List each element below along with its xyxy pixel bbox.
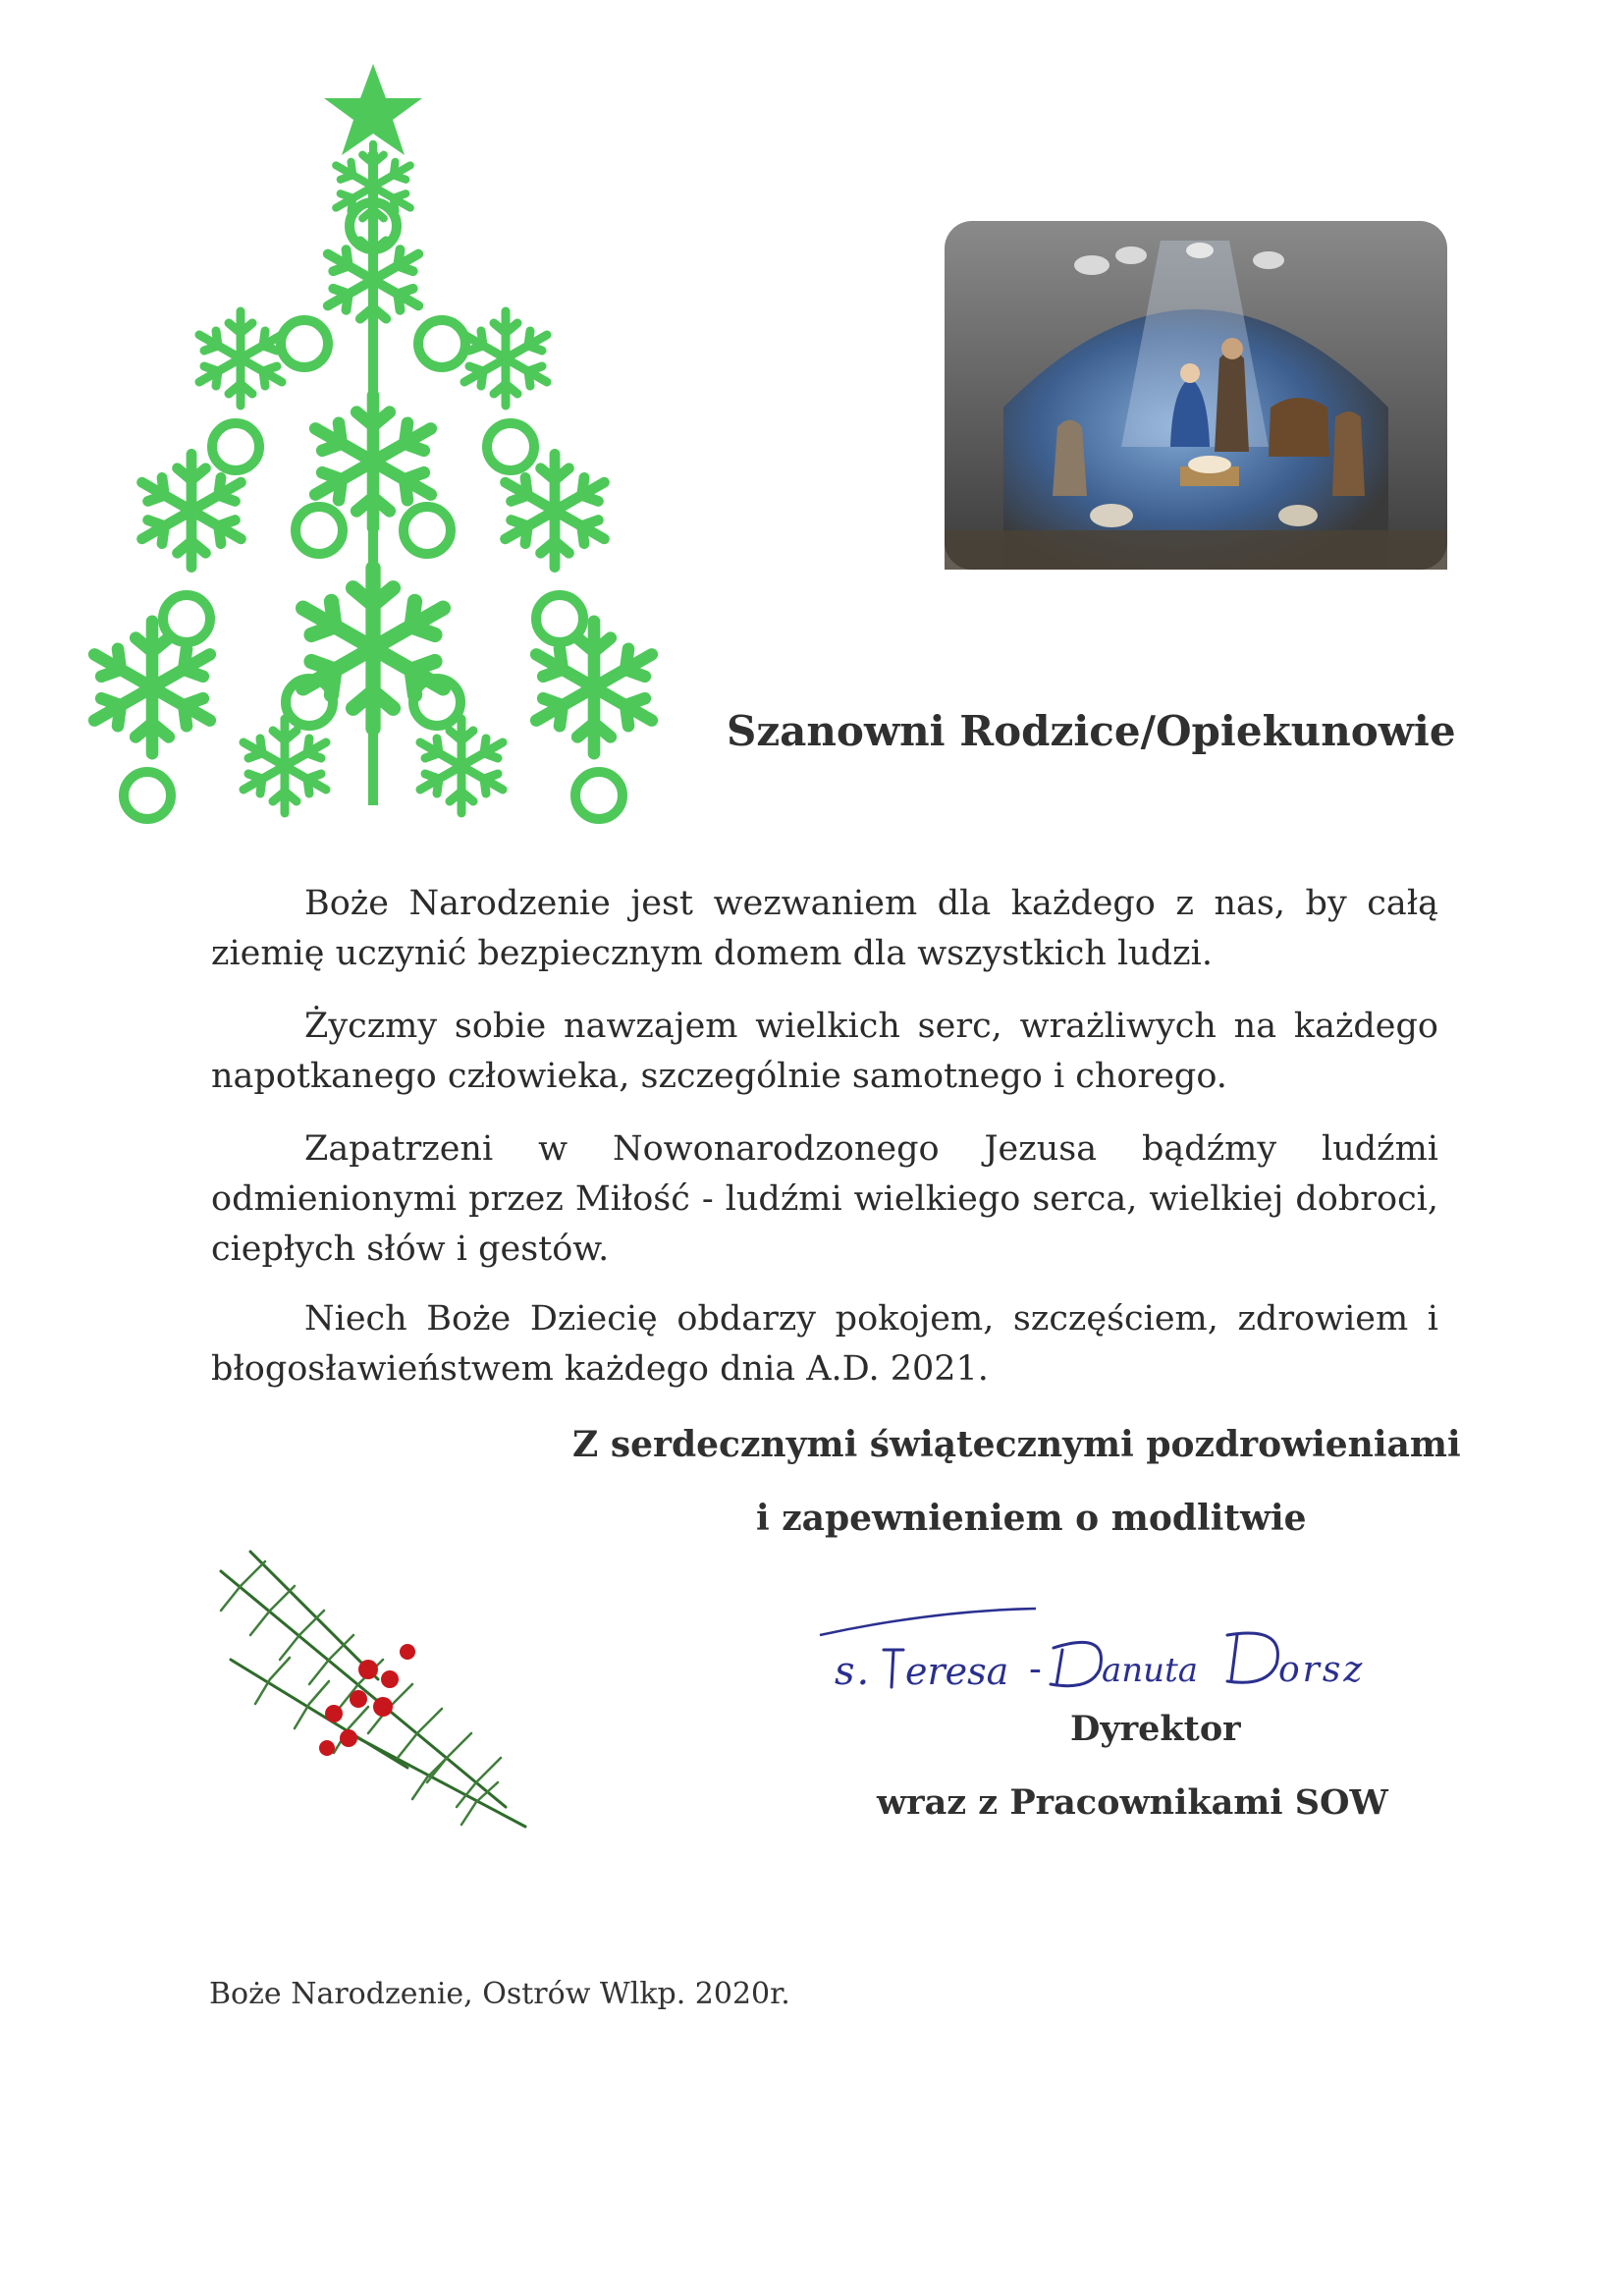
snowflake-christmas-tree-icon bbox=[59, 59, 687, 845]
signatory-role: Dyrektor bbox=[1070, 1709, 1241, 1749]
paragraph-3: Zapatrzeni w Nowonarodzonego Jezusa bądźmy ludźmi odmienionymi przez Miłość - ludźmi wielkiego serca, wielkiej dobroci, ciepłych słów i gestów. bbox=[211, 1129, 1438, 1269]
fir-branch-with-red-berries-icon bbox=[211, 1542, 550, 1836]
svg-text:eresa: eresa bbox=[905, 1650, 1009, 1693]
signatory-with-staff: wraz z Pracownikami SOW bbox=[877, 1782, 1388, 1823]
greeting-heading: Szanowni Rodzice/Opiekunowie bbox=[727, 707, 1456, 755]
svg-text:s.: s. bbox=[835, 1649, 872, 1694]
handwritten-signature bbox=[815, 1591, 1384, 1709]
place-date-footer: Boże Narodzenie, Ostrów Wlkp. 2020r. bbox=[209, 1977, 790, 2011]
paragraph-4: Niech Boże Dziecię obdarzy pokojem, szczęściem, zdrowiem i błogosławieństwem każdego dnia A.D. 2021. bbox=[211, 1299, 1438, 1389]
closing-line-2: i zapewnieniem o modlitwie bbox=[756, 1498, 1307, 1539]
paragraph-1: Boże Narodzenie jest wezwaniem dla każdego z nas, by całą ziemię uczynić bezpiecznym domem dla wszystkich ludzi. bbox=[211, 884, 1438, 973]
paragraph-2: Życzmy sobie nawzajem wielkich serc, wrażliwych na każdego napotkanego człowieka, szczególnie samotnego i chorego. bbox=[211, 1007, 1438, 1096]
svg-text:anuta: anuta bbox=[1102, 1651, 1198, 1690]
svg-text:orsz: orsz bbox=[1278, 1650, 1366, 1690]
nativity-scene-photo bbox=[945, 221, 1447, 570]
closing-line-1: Z serdecznymi świątecznymi pozdrowieniami bbox=[572, 1424, 1461, 1465]
svg-text:-: - bbox=[1029, 1647, 1042, 1690]
